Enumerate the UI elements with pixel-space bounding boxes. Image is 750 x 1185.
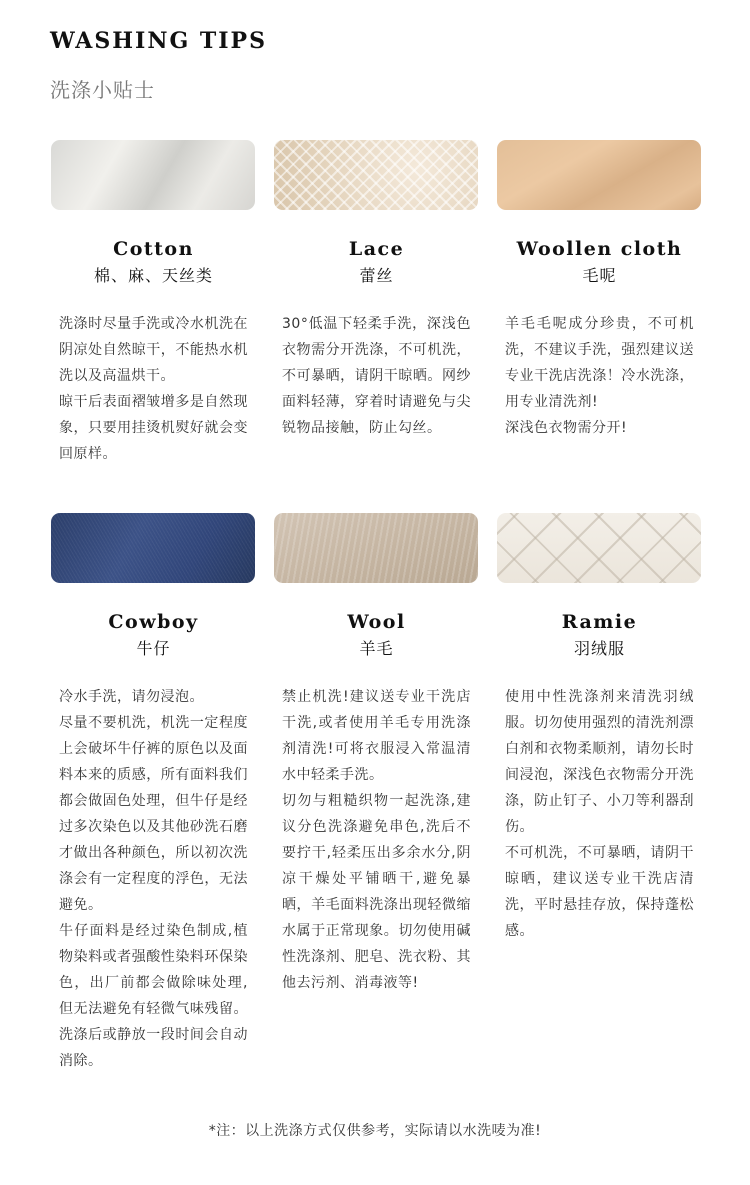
care-card-wool: [274, 513, 479, 996]
fabric-name-en: Lace: [348, 238, 405, 260]
care-paragraph: 不可机洗，不可暴晒，请阴干晾晒，建议送专业干洗店清洗，平时悬挂存放，保持蓬松感。: [505, 845, 694, 939]
fabric-swatch-lace: [274, 140, 478, 210]
care-instructions: [497, 684, 702, 944]
page-title: WASHING TIPS: [50, 28, 267, 54]
care-card-lace: [274, 140, 479, 441]
fabric-name-cn: 羊毛: [359, 639, 394, 658]
care-paragraph: 牛仔面料是经过染色制成,植物染料或者强酸性染料环保染色，出厂前都会做除味处理,但无法避免有轻微气味残留。洗涤后或静放一段时间会自动消除。: [59, 923, 248, 1069]
fabric-swatch-wool: [274, 513, 478, 583]
fabric-name-en: Wool: [347, 611, 406, 633]
care-card-woollen-cloth: [497, 140, 702, 441]
care-instructions: [51, 684, 256, 1074]
fabric-name-cn: 牛仔: [136, 639, 171, 658]
fabric-name-cn: 蕾丝: [359, 266, 394, 285]
fabric-name-en: Cowboy: [108, 611, 199, 633]
care-paragraph: 晾干后表面褶皱增多是自然现象，只要用挂烫机熨好就会变回原样。: [59, 394, 248, 462]
fabric-name-en: Woollen cloth: [516, 238, 683, 260]
care-instructions: [274, 684, 479, 996]
care-instructions: [497, 311, 702, 441]
fabric-name-cn: 毛呢: [582, 266, 617, 285]
care-paragraph: 尽量不要机洗，机洗一定程度上会破坏牛仔裤的原色以及面料本来的质感，所有面料我们都会做固色处理，但牛仔是经过多次染色以及其他砂洗石磨才做出各种颜色，所以初次洗涤会有一定程度的浮色，无法避免。: [59, 715, 248, 913]
fabric-swatch-cotton: [51, 140, 255, 210]
care-card-cowboy: [51, 513, 256, 1074]
care-card-cotton: [51, 140, 256, 467]
care-instructions: [51, 311, 256, 467]
care-paragraph: 洗涤时尽量手洗或冷水机洗在阴凉处自然晾干，不能热水机洗以及高温烘干。: [59, 316, 248, 384]
fabric-swatch-cowboy: [51, 513, 255, 583]
care-paragraph: 禁止机洗!建议送专业干洗店干洗,或者使用羊毛专用洗涤剂清洗!可将衣服浸入常温清水中轻柔手洗。: [282, 689, 471, 783]
page-subtitle: 洗涤小贴士: [50, 78, 155, 102]
care-paragraph: 羊毛毛呢成分珍贵，不可机洗，不建议手洗，强烈建议送专业干洗店洗涤！冷水洗涤，用专业清洗剂!: [505, 316, 694, 410]
fabric-name-en: Ramie: [561, 611, 638, 633]
care-paragraph: 30°低温下轻柔手洗，深浅色衣物需分开洗涤，不可机洗，不可暴晒，请阴干晾晒。网纱面料轻薄，穿着时请避免与尖锐物品接触，防止勾丝。: [282, 316, 471, 436]
fabric-name-en: Cotton: [113, 238, 194, 260]
care-paragraph: 冷水手洗，请勿浸泡。: [59, 689, 204, 705]
fabric-swatch-ramie: [497, 513, 701, 583]
footnote: *注：以上洗涤方式仅供参考，实际请以水洗唛为准!: [208, 1123, 542, 1139]
fabric-name-cn: 棉、麻、天丝类: [93, 266, 213, 285]
care-paragraph: 深浅色衣物需分开!: [505, 420, 628, 436]
care-instructions: [274, 311, 479, 441]
care-paragraph: 切勿与粗糙织物一起洗涤,建议分色洗涤避免串色,洗后不要拧干,轻柔压出多余水分,阴凉干燥处平铺晒干,避免暴晒，羊毛面料洗涤出现轻微缩水属于正常现象。切勿使用碱性洗涤剂、肥皂、洗衣粉、其他去污剂、消毒液等!: [282, 793, 471, 991]
fabric-swatch-woollen-cloth: [497, 140, 701, 210]
care-card-ramie: [497, 513, 702, 944]
care-paragraph: 使用中性洗涤剂来清洗羽绒服。切勿使用强烈的清洗剂漂白剂和衣物柔顺剂，请勿长时间浸泡，深浅色衣物需分开洗涤，防止钉子、小刀等利器刮伤。: [505, 689, 694, 835]
fabric-name-cn: 羽绒服: [573, 639, 625, 658]
